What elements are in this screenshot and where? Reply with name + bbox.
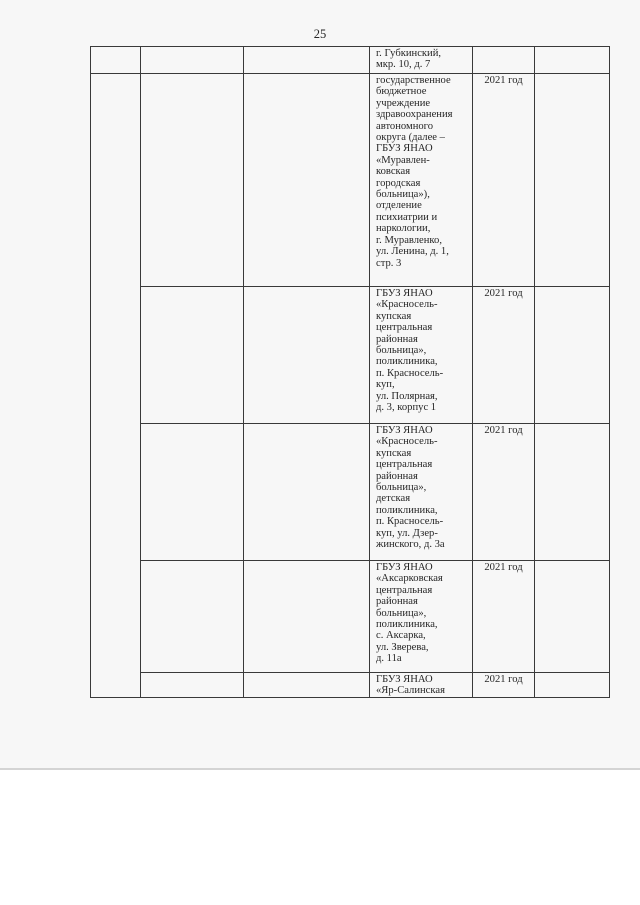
year-cell: 2021 год: [473, 424, 535, 561]
address-line: психиатрии и: [376, 211, 438, 223]
address-line: поликлиника,: [376, 619, 438, 631]
cell-empty: [141, 74, 244, 287]
address-line: г. Губкинский,: [376, 48, 442, 59]
address-line: «Аксарковская: [376, 573, 443, 585]
address-cell: [370, 424, 473, 561]
cell-empty: [141, 47, 244, 74]
cell-empty: [141, 561, 244, 673]
address-line: центральная: [376, 459, 433, 471]
cell-empty: [535, 287, 610, 424]
address-line: здравоохранения: [376, 109, 453, 121]
cell-empty: [535, 74, 610, 287]
cell-empty: [244, 424, 370, 561]
address-line: д. 3, корпус 1: [376, 402, 437, 414]
address-line: «Муравлен-: [376, 154, 430, 166]
page-number: 25: [313, 27, 327, 41]
address-line: отделение: [376, 200, 422, 212]
address-line: «Красносель-: [376, 436, 438, 448]
table-row: [91, 673, 610, 698]
cell-empty: [141, 673, 244, 698]
cell-empty: [473, 47, 535, 74]
address-line: учреждение: [376, 97, 431, 109]
address-cell: [370, 673, 473, 698]
table-row: [91, 424, 610, 561]
address-line: ГБУЗ ЯНАО: [376, 425, 433, 436]
institutions-table: [90, 46, 610, 698]
address-line: районная: [376, 333, 418, 345]
cell-empty: [535, 673, 610, 698]
year-cell: 2021 год: [473, 287, 535, 424]
address-line: больница»,: [376, 607, 427, 619]
cell-empty: [141, 424, 244, 561]
address-line: поликлиника,: [376, 356, 438, 368]
address-line: больница»,: [376, 482, 427, 494]
address-line: ковская: [376, 166, 411, 178]
address-line: ГБУЗ ЯНАО: [376, 562, 433, 573]
table-row: [91, 561, 610, 673]
address-line: д. 11а: [376, 653, 402, 665]
cell-empty: [141, 287, 244, 424]
address-line: п. Красносель-: [376, 367, 444, 379]
table-row: [91, 47, 610, 74]
address-line: п. Красносель-: [376, 516, 444, 528]
address-line: ГБУЗ ЯНАО: [376, 143, 433, 155]
address-line: стр. 3: [376, 257, 402, 269]
address-line: купская: [376, 447, 412, 459]
address-line: «Красносель-: [376, 299, 438, 311]
cell-empty: [244, 47, 370, 74]
address-line: «Яр-Салинская: [376, 685, 445, 697]
address-line: поликлиника,: [376, 504, 438, 516]
cell-empty: [244, 673, 370, 698]
address-line: г. Муравленко,: [376, 234, 442, 246]
address-cell: [370, 47, 473, 74]
address-line: больница»),: [376, 189, 430, 201]
cell-empty: [244, 287, 370, 424]
cell-empty: [535, 561, 610, 673]
address-line: районная: [376, 596, 418, 608]
cell-empty: [244, 561, 370, 673]
table-row: [91, 287, 610, 424]
cell-empty: [535, 47, 610, 74]
address-line: мкр. 10, д. 7: [376, 59, 431, 71]
address-line: ул. Полярная,: [376, 390, 438, 402]
address-line: ул. Зверева,: [376, 641, 429, 653]
cell-empty: [91, 47, 141, 74]
address-line: больница»,: [376, 345, 427, 357]
address-line: наркологии,: [376, 223, 431, 235]
cell-empty: [535, 424, 610, 561]
address-line: ГБУЗ ЯНАО: [376, 288, 433, 299]
address-line: куп,: [376, 379, 395, 391]
address-cell: [370, 561, 473, 673]
address-line: центральная: [376, 584, 433, 596]
address-line: автономного: [376, 120, 434, 132]
year-cell: 2021 год: [473, 74, 535, 287]
address-cell: [370, 287, 473, 424]
table-row: [91, 74, 610, 287]
address-line: государственное: [376, 75, 451, 86]
address-line: ГБУЗ ЯНАО: [376, 674, 433, 685]
address-line: ул. Ленина, д. 1,: [376, 246, 449, 258]
year-cell: 2021 год: [473, 561, 535, 673]
address-cell: [370, 74, 473, 287]
cell-merged-empty: [91, 74, 141, 698]
address-line: купская: [376, 310, 412, 322]
address-line: городская: [376, 177, 421, 189]
address-line: районная: [376, 470, 418, 482]
year-cell: 2021 год: [473, 673, 535, 698]
address-line: округа (далее –: [376, 132, 445, 144]
address-line: бюджетное: [376, 86, 427, 98]
address-line: с. Аксарка,: [376, 630, 426, 642]
address-line: жинского, д. 3а: [376, 539, 445, 551]
address-line: центральная: [376, 322, 433, 334]
cell-empty: [244, 74, 370, 287]
address-line: куп, ул. Дзер-: [376, 527, 438, 539]
address-line: детская: [376, 493, 411, 505]
